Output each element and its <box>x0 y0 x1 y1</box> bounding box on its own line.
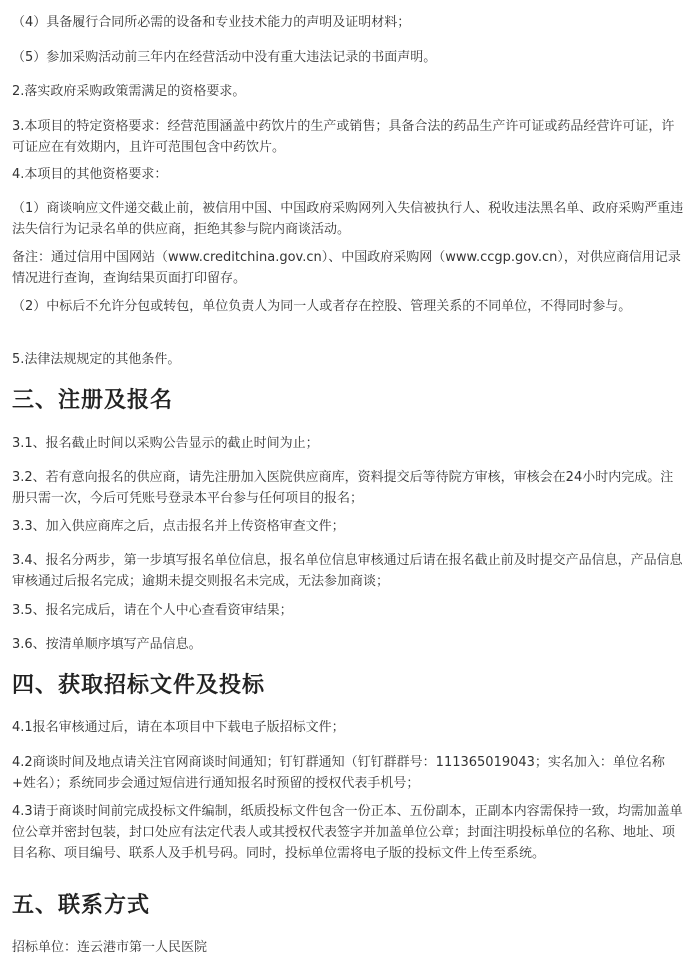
section-heading-contact: 五、联系方式 <box>12 893 151 918</box>
other-qualification-1: （1）商谈响应文件递交截止前，被信用中国、中国政府采购网列入失信被执行人、税收违法黑名单、政府采购严重违法失信行为记录名单的供应商，拒绝其参与院内商谈活动。 <box>12 201 684 237</box>
other-qualification-2: （2）中标后不允许分包或转包，单位负责人为同一人或者存在控股、管理关系的不同单位，不得同时参与。 <box>12 299 632 314</box>
requirement-4-equipment: （4）具备履行合同所必需的设备和专业技术能力的声明及证明材料； <box>12 15 411 30</box>
requirement-5-no-violation: （5）参加采购活动前三年内在经营活动中没有重大违法记录的书面声明。 <box>12 50 437 65</box>
registration-item-3-5: 3.5、报名完成后，请在个人中心查看资审结果； <box>12 603 293 618</box>
registration-item-3-1: 3.1、报名截止时间以采购公告显示的截止时间为止； <box>12 436 319 451</box>
policy-requirement: 2.落实政府采购政策需满足的资格要求。 <box>12 84 246 99</box>
legal-other-conditions: 5.法律法规规定的其他条件。 <box>12 352 181 367</box>
section-heading-bidding: 四、获取招标文件及投标 <box>12 673 266 698</box>
registration-item-3-4: 3.4、报名分两步，第一步填写报名单位信息，报名单位信息审核通过后请在报名截止前及时提交产品信息，产品信息审核通过后报名完成；逾期未提交则报名未完成，无法参加商谈； <box>12 553 683 589</box>
registration-item-3-3: 3.3、加入供应商库之后，点击报名并上传资格审查文件； <box>12 519 345 534</box>
credit-check-note: 备注：通过信用中国网站（www.creditchina.gov.cn）、中国政府采购网（www.ccgp.gov.cn），对供应商信用记录情况进行查询，查询结果页面打印留存。 <box>12 250 681 286</box>
bidding-item-4-3: 4.3请于商谈时间前完成投标文件编制，纸质投标文件包含一份正本、五份副本，正副本内容需保持一致，均需加盖单位公章并密封包装，封口处应有法定代表人或其授权代表签字并加盖单位公章；封面注明投标单位的名称、地址、项目名称、项目编号、联系人及手机号码。同时，投标单位需将电子版的投标文件上传至系统。 <box>12 804 683 861</box>
section-heading-registration: 三、注册及报名 <box>12 388 174 413</box>
registration-item-3-2: 3.2、若有意向报名的供应商，请先注册加入医院供应商库，资料提交后等待院方审核，审核会在24小时内完成。注册只需一次，今后可凭账号登录本平台参与任何项目的报名； <box>12 470 674 506</box>
bidding-item-4-1: 4.1报名审核通过后，请在本项目中下载电子版招标文件； <box>12 720 345 735</box>
specific-qualification: 3.本项目的特定资格要求：经营范围涵盖中药饮片的生产或销售；具备合法的药品生产许可证或药品经营许可证，许可证应在有效期内，且许可范围包含中药饮片。 <box>12 119 675 155</box>
bidding-item-4-2: 4.2商谈时间及地点请关注官网商谈时间通知；钉钉群通知（钉钉群群号：111365019043；实名加入：单位名称+姓名）；系统同步会通过短信进行通知报名时预留的授权代表手机号； <box>12 755 665 791</box>
contact-tender-unit: 招标单位：连云港市第一人民医院 <box>12 940 208 955</box>
other-qualification-title: 4.本项目的其他资格要求： <box>12 167 168 182</box>
registration-item-3-6: 3.6、按清单顺序填写产品信息。 <box>12 637 202 652</box>
